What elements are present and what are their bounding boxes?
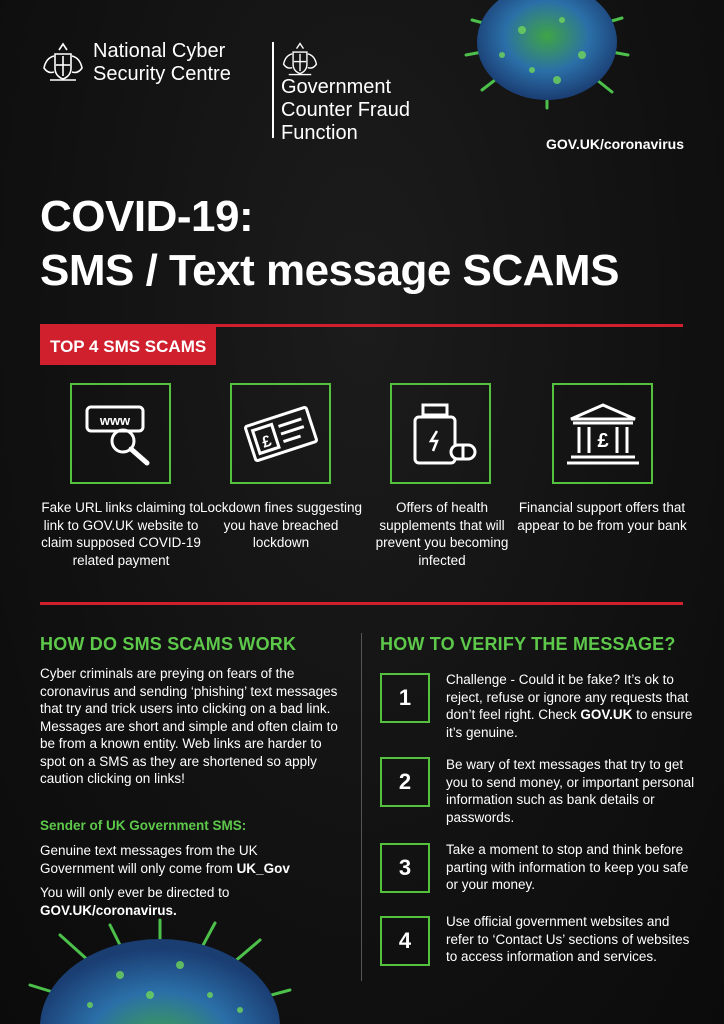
virus-illustration-top: [462, 0, 632, 110]
step-1-pre: Challenge - Could it be fake? It’s ok to reject, refuse or ignore any requests that don’t feel right. Check: [446, 672, 689, 722]
step-number-3: 3: [380, 843, 430, 893]
sender-text-bold: UK_Gov: [236, 860, 290, 876]
header-divider: [272, 42, 274, 138]
page-title: [40, 190, 619, 298]
how-work-heading: HOW DO SMS SCAMS WORK: [40, 634, 297, 654]
step-number-4: 4: [380, 916, 430, 966]
title-line2: SMS / Text message SCAMS: [40, 246, 619, 295]
supplements-bottle-icon: [401, 399, 481, 469]
directed-text-bold: GOV.UK/coronavirus.: [40, 902, 177, 918]
ncsc-name-line1: National Cyber: [93, 40, 226, 62]
step-text-3: Take a moment to stop and think before parting with information to keep you safe or your money.: [446, 842, 689, 892]
title-line1: COVID-19:: [40, 192, 254, 241]
svg-text:£: £: [596, 429, 609, 452]
royal-crest-icon: [280, 40, 320, 78]
gcff-name-line2: Counter Fraud: [281, 99, 410, 121]
caption-financial-support: Financial support offers that appear to be from your bank: [517, 500, 687, 533]
section-divider-bottom: [40, 602, 683, 605]
fine-ticket-icon: [241, 404, 321, 464]
directed-text: [40, 884, 330, 919]
ncsc-name: [93, 40, 231, 86]
step-number-2: 2: [380, 757, 430, 807]
gov-coronavirus-link[interactable]: GOV.UK/coronavirus: [546, 136, 684, 152]
how-work-body: Cyber criminals are preying on fears of the coronavirus and sending ‘phishing’ text messages that try and trick users into clicking on a bad link. Messages are short and simple and often claim to be from a known entity. Web links are harder to spot on a SMS as they are shortened so apply caution clicking on links!: [40, 666, 338, 786]
caption-lockdown-fines: Lockdown fines suggesting you have breached lockdown: [199, 500, 363, 550]
caption-fake-url: Fake URL links claiming to link to GOV.UK website to claim supposed COVID-19 related payment: [41, 500, 201, 568]
virus-illustration-bottom: [20, 915, 300, 1024]
step-text-2: Be wary of text messages that try to get you to send money, or important personal information such as bank details or passwords.: [446, 757, 695, 825]
svg-text:www: www: [99, 412, 130, 428]
step-text-4: Use official government websites and refer to ‘Contact Us’ sections of websites to access information and services.: [446, 914, 690, 964]
step-text-1: [446, 671, 696, 741]
step-number-1: 1: [380, 673, 430, 723]
sender-heading: Sender of UK Government SMS:: [40, 818, 247, 833]
bank-icon: [563, 399, 643, 469]
royal-crest-icon: [40, 40, 86, 84]
gcff-name: [281, 76, 410, 145]
www-search-icon: [81, 399, 161, 469]
sender-text-pre: Genuine text messages from the UK Government will only come from: [40, 843, 258, 876]
tile-health-supplements: [390, 383, 491, 484]
directed-text-pre: You will only ever be directed to: [40, 885, 230, 900]
sender-text: [40, 842, 330, 877]
step-1-post: to ensure it’s genuine.: [446, 707, 693, 740]
tile-lockdown-fines: [230, 383, 331, 484]
gcff-name-line1: Government: [281, 76, 392, 98]
top-scams-tag: TOP 4 SMS SCAMS: [40, 327, 216, 365]
tile-financial-support: [552, 383, 653, 484]
ncsc-name-line2: Security Centre: [93, 63, 231, 85]
column-divider: [361, 633, 362, 981]
caption-health-supplements: Offers of health supplements that will prevent you becoming infected: [375, 500, 509, 568]
gcff-name-line3: Function: [281, 122, 358, 144]
tile-fake-url: [70, 383, 171, 484]
verify-heading: HOW TO VERIFY THE MESSAGE?: [380, 634, 676, 654]
svg-text:£: £: [259, 432, 274, 452]
step-1-bold: GOV.UK: [580, 707, 633, 722]
